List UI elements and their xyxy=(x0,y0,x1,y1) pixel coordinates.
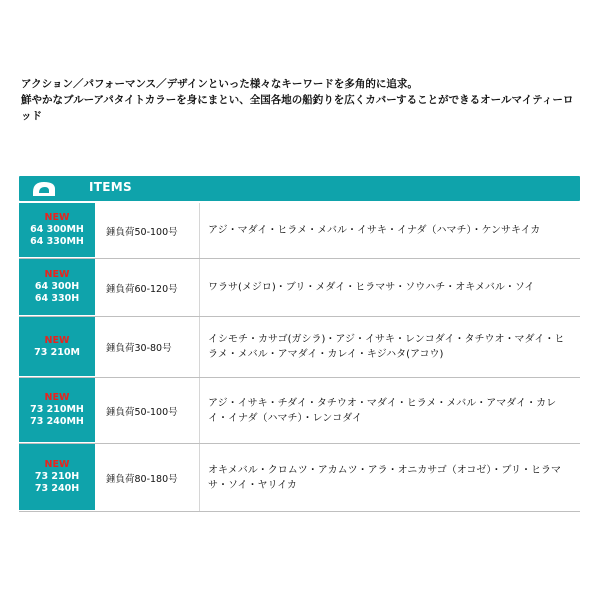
items-header xyxy=(19,176,580,201)
species-cell: アジ・イサキ・チダイ・タチウオ・マダイ・ヒラメ・メバル・アマダイ・カレイ・イナダ（ハマチ）・レンコダイ xyxy=(208,397,557,424)
item-row xyxy=(19,317,580,378)
new-badge: NEW xyxy=(44,212,70,223)
intro-line-1: アクション／パフォーマンス／デザインといった様々なキーワードを多角的に追求。 xyxy=(21,78,418,90)
weight-cell: 錘負荷30-80号 xyxy=(95,317,200,377)
weight-cell: 錘負荷50-100号 xyxy=(95,378,200,443)
model-name: 73 240H xyxy=(34,483,80,494)
new-badge: NEW xyxy=(44,459,70,470)
model-name: 73 210M xyxy=(34,346,80,358)
model-name: 73 210MH xyxy=(30,404,84,415)
species-cell: オキメバル・クロムツ・アカムツ・アラ・オニカサゴ（オコゼ）・ブリ・ヒラマサ・ソイ・ヤリイカ xyxy=(208,464,561,491)
model-cell xyxy=(19,444,95,511)
model-name: 64 330MH xyxy=(30,236,84,247)
item-row xyxy=(19,444,580,512)
model-cell xyxy=(19,259,95,316)
model-name: 73 210H xyxy=(34,471,80,482)
daiwa-d-logo-icon xyxy=(31,179,57,198)
weight-cell: 錘負荷80-180号 xyxy=(95,444,200,511)
species-cell: イシモチ・カサゴ(ガシラ)・アジ・イサキ・レンコダイ・タチウオ・マダイ・ヒラメ・メバル・アマダイ・カレイ・キジハタ(アコウ) xyxy=(208,334,565,360)
intro-text xyxy=(21,76,581,124)
model-cell xyxy=(19,203,95,258)
intro-line-2: 鮮やかなブルーアパタイトカラーを身にまとい、全国各地の船釣りを広くカバーすることができるオールマイティーロッド xyxy=(21,94,574,122)
items-title: ITEMS xyxy=(89,180,132,194)
species-cell: アジ・マダイ・ヒラメ・メバル・イサキ・イナダ（ハマチ）・ケンサキイカ xyxy=(208,225,541,236)
items-table xyxy=(19,201,580,512)
new-badge: NEW xyxy=(44,269,70,280)
new-badge: NEW xyxy=(44,334,70,346)
model-name: 64 300H xyxy=(34,281,80,292)
species-cell: ワラサ(メジロ)・ブリ・メダイ・ヒラマサ・ソウハチ・オキメバル・ソイ xyxy=(208,282,535,293)
weight-cell: 錘負荷60-120号 xyxy=(95,259,200,316)
item-row xyxy=(19,378,580,444)
model-cell xyxy=(19,317,95,377)
item-row xyxy=(19,259,580,317)
model-name: 64 330H xyxy=(34,293,80,304)
item-row xyxy=(19,201,580,259)
weight-cell: 錘負荷50-100号 xyxy=(95,203,200,258)
model-name: 73 240MH xyxy=(30,416,84,427)
new-badge: NEW xyxy=(44,392,70,403)
model-cell xyxy=(19,378,95,443)
model-name: 64 300MH xyxy=(30,224,84,235)
